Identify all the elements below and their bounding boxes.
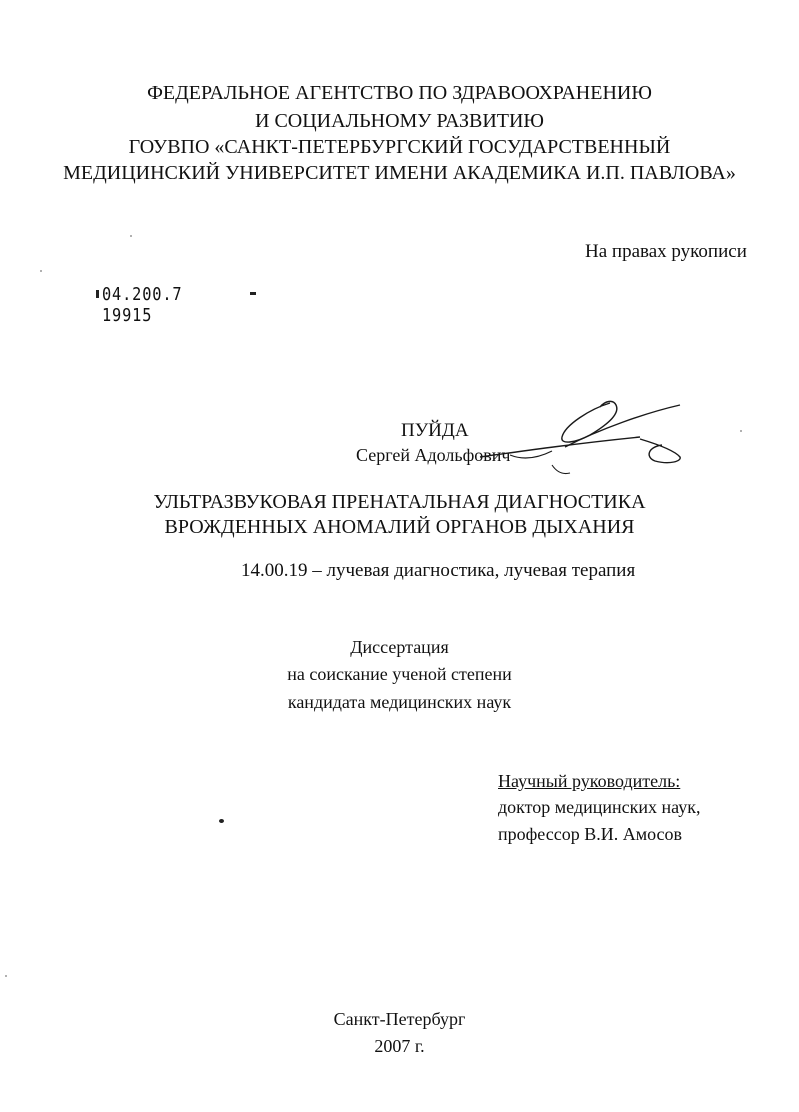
registration-stamp: 04.200.7 19915 <box>102 284 183 326</box>
author-surname: ПУЙДА <box>401 420 469 441</box>
registration-stamp-area <box>96 284 266 326</box>
scan-speck <box>219 819 224 823</box>
stamp-tick-left <box>96 290 99 298</box>
scan-speck <box>130 235 132 237</box>
stamp-tick-right <box>250 292 256 295</box>
title-line-2: ВРОЖДЕННЫХ АНОМАЛИЙ ОРГАНОВ ДЫХАНИЯ <box>164 516 635 538</box>
header-line-1: ФЕДЕРАЛЬНОЕ АГЕНТСТВО ПО ЗДРАВООХРАНЕНИЮ <box>147 82 652 104</box>
year: 2007 г. <box>374 1036 425 1056</box>
scan-speck <box>5 975 7 977</box>
header-line-3: ГОУВПО «САНКТ-ПЕТЕРБУРГСКИЙ ГОСУДАРСТВЕННЫЙ <box>128 136 671 158</box>
supervisor-name: профессор В.И. Амосов <box>498 824 683 844</box>
place: Санкт-Петербург <box>333 1009 466 1029</box>
supervisor-degree: доктор медицинских наук, <box>498 797 701 817</box>
title-line-1: УЛЬТРАЗВУКОВАЯ ПРЕНАТАЛЬНАЯ ДИАГНОСТИКА <box>153 491 646 513</box>
header-line-4: МЕДИЦИНСКИЙ УНИВЕРСИТЕТ ИМЕНИ АКАДЕМИКА И.П. ПАВЛОВА» <box>63 162 736 184</box>
work-type-line-1: Диссертация <box>350 637 449 657</box>
supervisor-label: Научный руководитель: <box>498 771 681 791</box>
scan-speck <box>740 430 742 432</box>
work-type-line-3: кандидата медицинских наук <box>287 692 512 712</box>
signature-icon <box>470 395 690 485</box>
specialty: 14.00.19 – лучевая диагностика, лучевая терапия <box>241 560 636 581</box>
author-given-names: Сергей Адольфович <box>356 445 511 465</box>
rights-note: На правах рукописи <box>585 241 747 262</box>
work-type-line-2: на соискание ученой степени <box>287 664 512 684</box>
header-line-2: И СОЦИАЛЬНОМУ РАЗВИТИЮ <box>255 110 544 132</box>
scan-speck <box>40 270 42 272</box>
